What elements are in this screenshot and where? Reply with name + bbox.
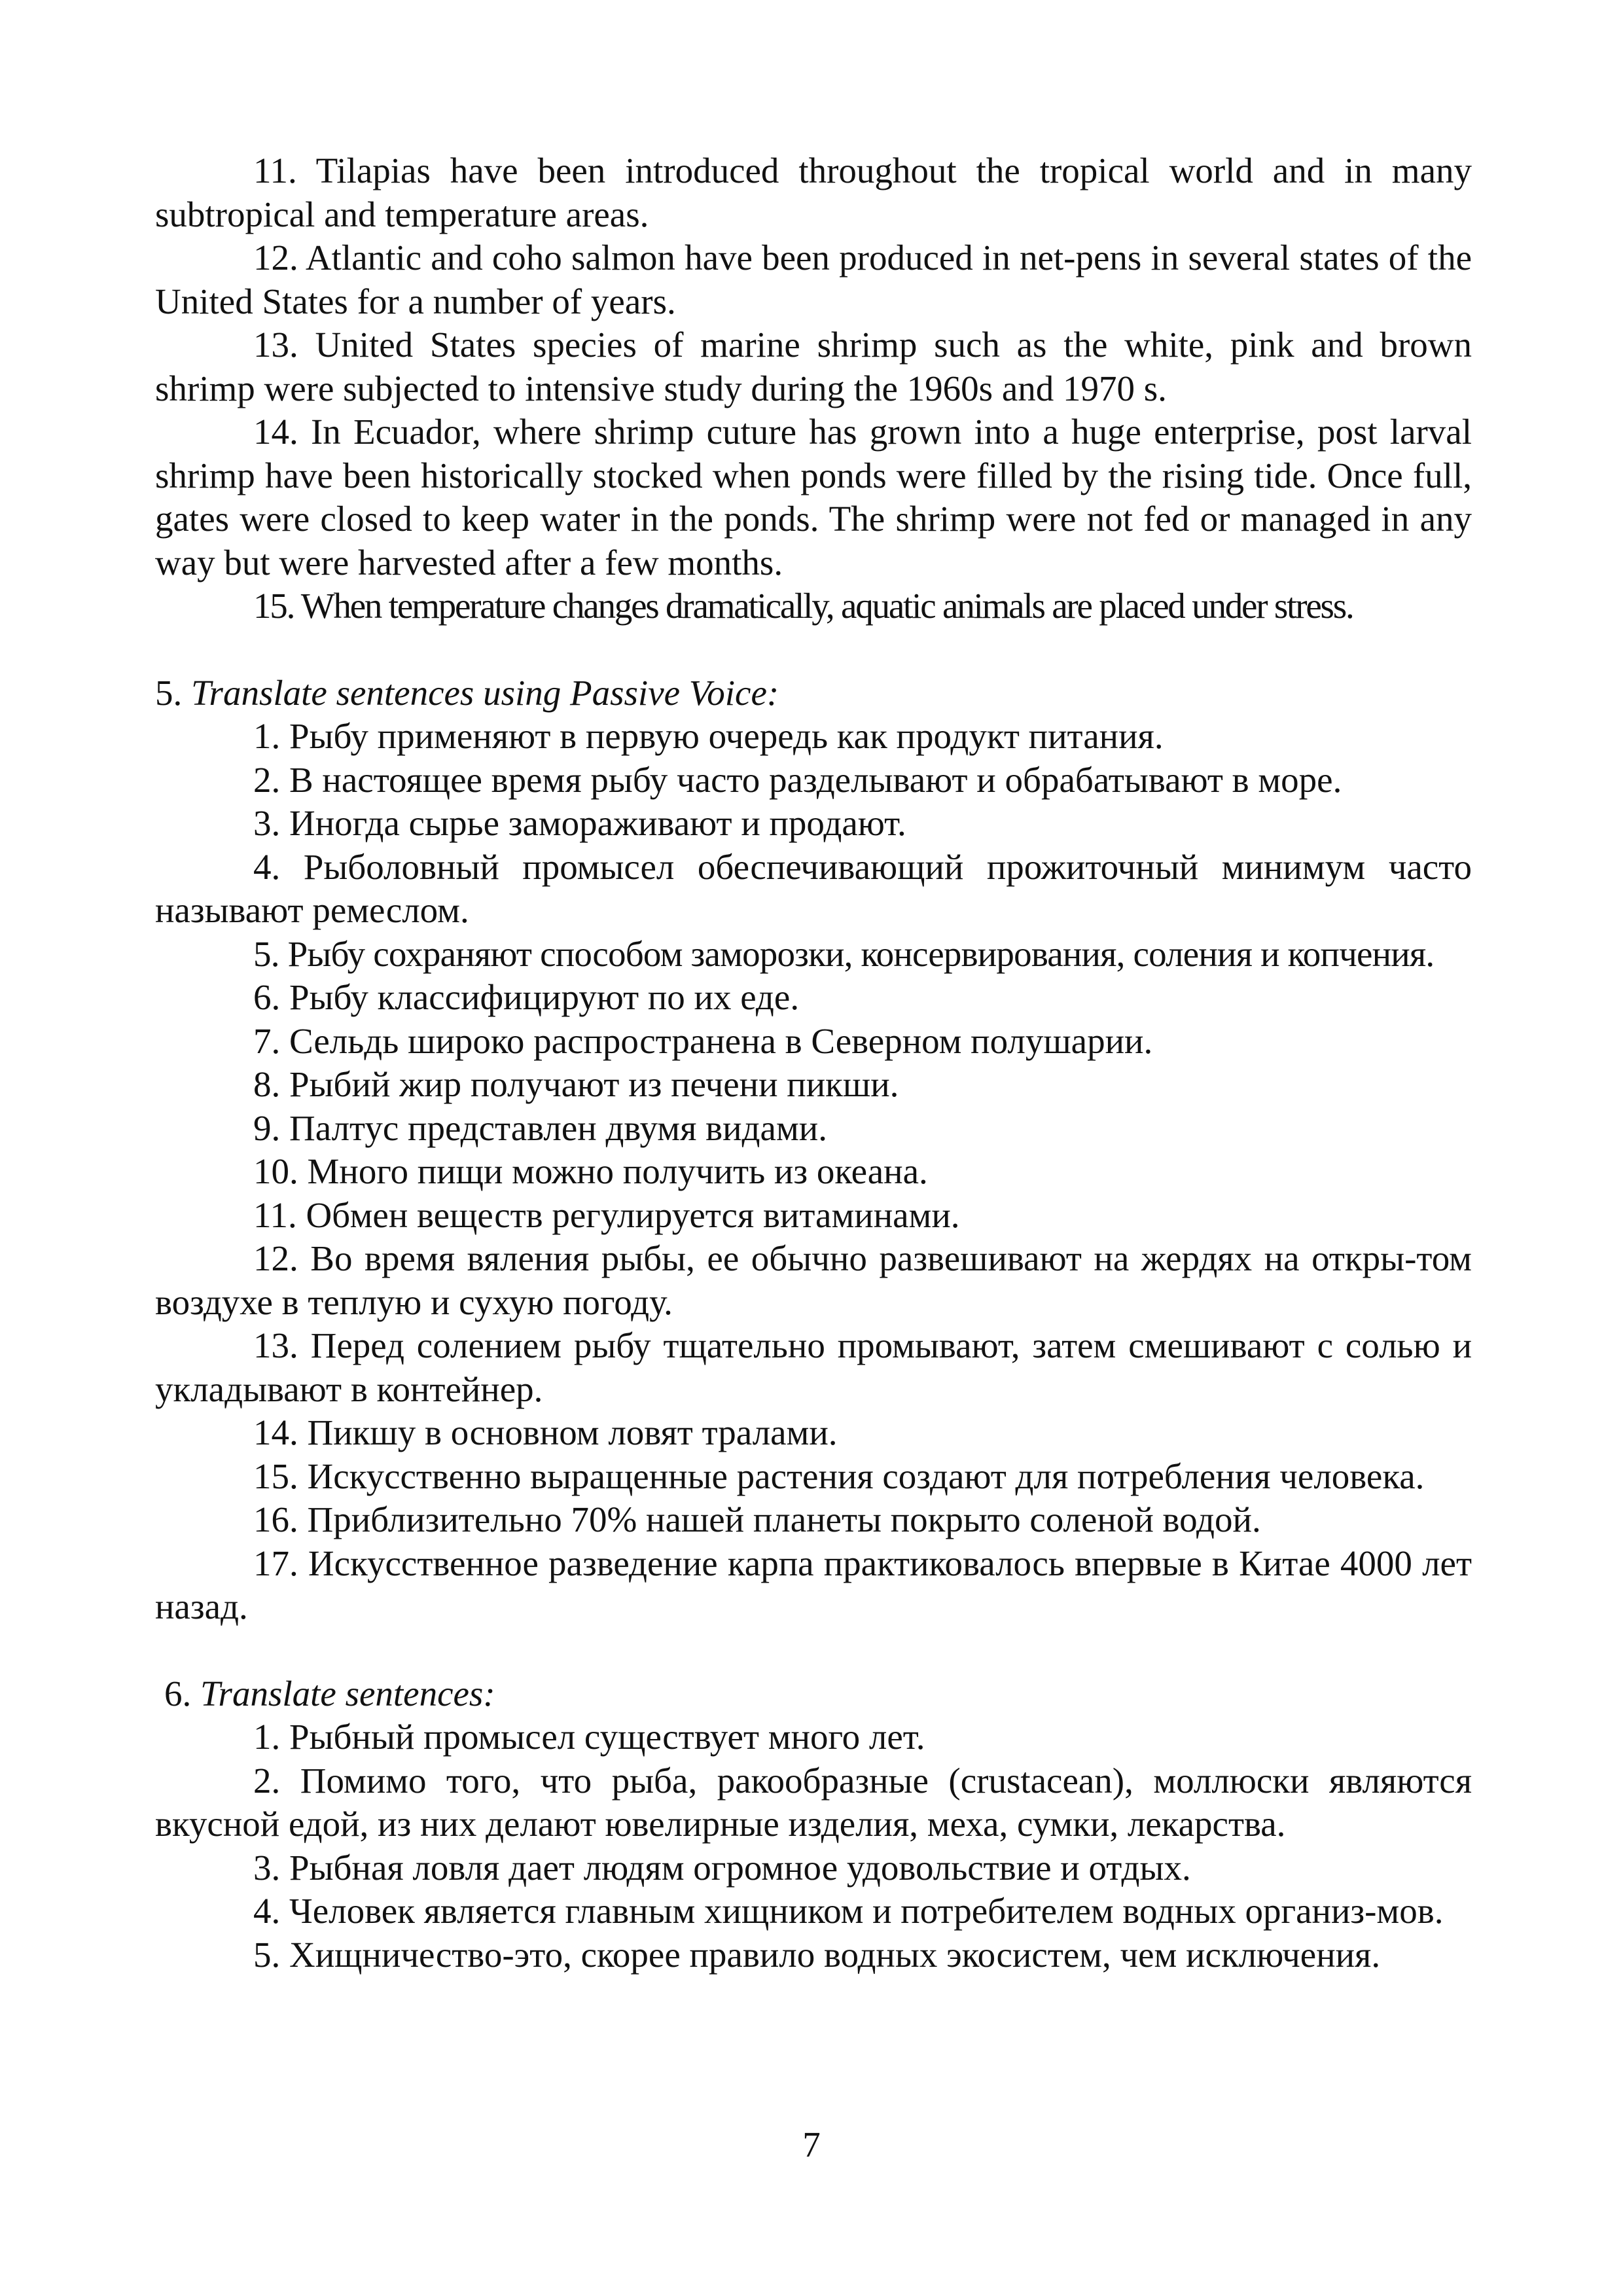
- exercise-6-heading: [155, 1672, 1472, 1716]
- exercise-5-item: 9. Палтус представлен двумя видами.: [253, 1107, 827, 1148]
- exercise-5-item: 13. Перед солением рыбу тщательно промывают, затем смешивают с солью и укладывают в контейнер.: [155, 1325, 1472, 1409]
- exercise-5-item: 6. Рыбу классифицируют по их еде.: [253, 977, 800, 1017]
- exercise-5: [155, 672, 1472, 1629]
- exercise-6-item: 4. Человек является главным хищником и потребителем водных организ-мов.: [253, 1891, 1444, 1931]
- exercise-5-item: 3. Иногда сырье замораживают и продают.: [253, 803, 906, 843]
- english-sentence-14: 14. In Ecuador, where shrimp cuture has grown into a huge enterprise, post larval shrimp have been historically stocked when ponds were filled by the rising tide. Once full, gates were closed to keep water in the ponds. The shrimp were not fed or managed in any way but were harvested after a few months.: [155, 412, 1472, 583]
- exercise-6-title: Translate sentences:: [200, 1673, 495, 1713]
- exercise-5-item: 16. Приблизительно 70% нашей планеты покрыто соленой водой.: [253, 1499, 1261, 1539]
- exercise-5-item: 10. Много пищи можно получить из океана.: [253, 1151, 928, 1191]
- exercise-5-item: 15. Искусственно выращенные растения создают для потребления человека.: [253, 1456, 1425, 1496]
- page-content: [155, 149, 1472, 1977]
- exercise-5-item: 1. Рыбу применяют в первую очередь как продукт питания.: [253, 716, 1164, 756]
- exercise-5-item: 2. В настоящее время рыбу часто разделывают и обрабатывают в море.: [253, 759, 1342, 800]
- exercise-5-item: 8. Рыбий жир получают из печени пикши.: [253, 1064, 899, 1104]
- exercise-6-number: 6.: [164, 1673, 192, 1713]
- english-sentence-12: 12. Atlantic and coho salmon have been produced in net-pens in several states of the United States for a number of years.: [155, 238, 1472, 321]
- exercise-5-heading: [155, 672, 1472, 715]
- exercise-6-item: 3. Рыбная ловля дает людям огромное удовольствие и отдых.: [253, 1847, 1191, 1888]
- english-sentence-15: 15. When temperature changes dramatically, aquatic animals are placed under stress.: [253, 586, 1353, 626]
- exercise-6-item: 2. Помимо того, что рыба, ракообразные (crustacean), моллюски являются вкусной едой, из них делают ювелирные изделия, меха, сумки, лекарства.: [155, 1760, 1472, 1844]
- english-sentence-13: 13. United States species of marine shrimp such as the white, pink and brown shrimp were subjected to intensive study during the 1960s and 1970 s.: [155, 325, 1472, 408]
- exercise-5-item: 4. Рыболовный промысел обеспечивающий прожиточный минимум часто называют ремеслом.: [155, 846, 1472, 930]
- exercise-5-item: 12. Во время вяления рыбы, ее обычно развешивают на жердях на откры-том воздухе в теплую и сухую погоду.: [155, 1238, 1472, 1322]
- exercise-5-item: 11. Обмен веществ регулируется витаминами.: [253, 1194, 960, 1235]
- exercise-5-item: 17. Искусственное разведение карпа практиковалось впервые в Китае 4000 лет назад.: [155, 1543, 1472, 1626]
- english-sentence-11: 11. Tilapias have been introduced throughout the tropical world and in many subtropical and temperature areas.: [155, 151, 1472, 234]
- exercise-6: [155, 1672, 1472, 1977]
- exercise-5-item: 14. Пикшу в основном ловят тралами.: [253, 1412, 838, 1452]
- exercise-6-item: 5. Хищничество-это, скорее правило водных экосистем, чем исключения.: [253, 1934, 1381, 1975]
- exercise-5-item: 5. Рыбу сохраняют способом заморозки, консервирования, соления и копчения.: [253, 933, 1435, 974]
- exercise-6-item: 1. Рыбный промысел существует много лет.: [253, 1717, 925, 1757]
- exercise-5-item: 7. Сельдь широко распространена в Северном полушарии.: [253, 1020, 1153, 1061]
- exercise-5-number: 5.: [155, 672, 183, 713]
- exercise-5-title: Translate sentences using Passive Voice:: [191, 672, 779, 713]
- page-number: 7: [802, 2125, 821, 2164]
